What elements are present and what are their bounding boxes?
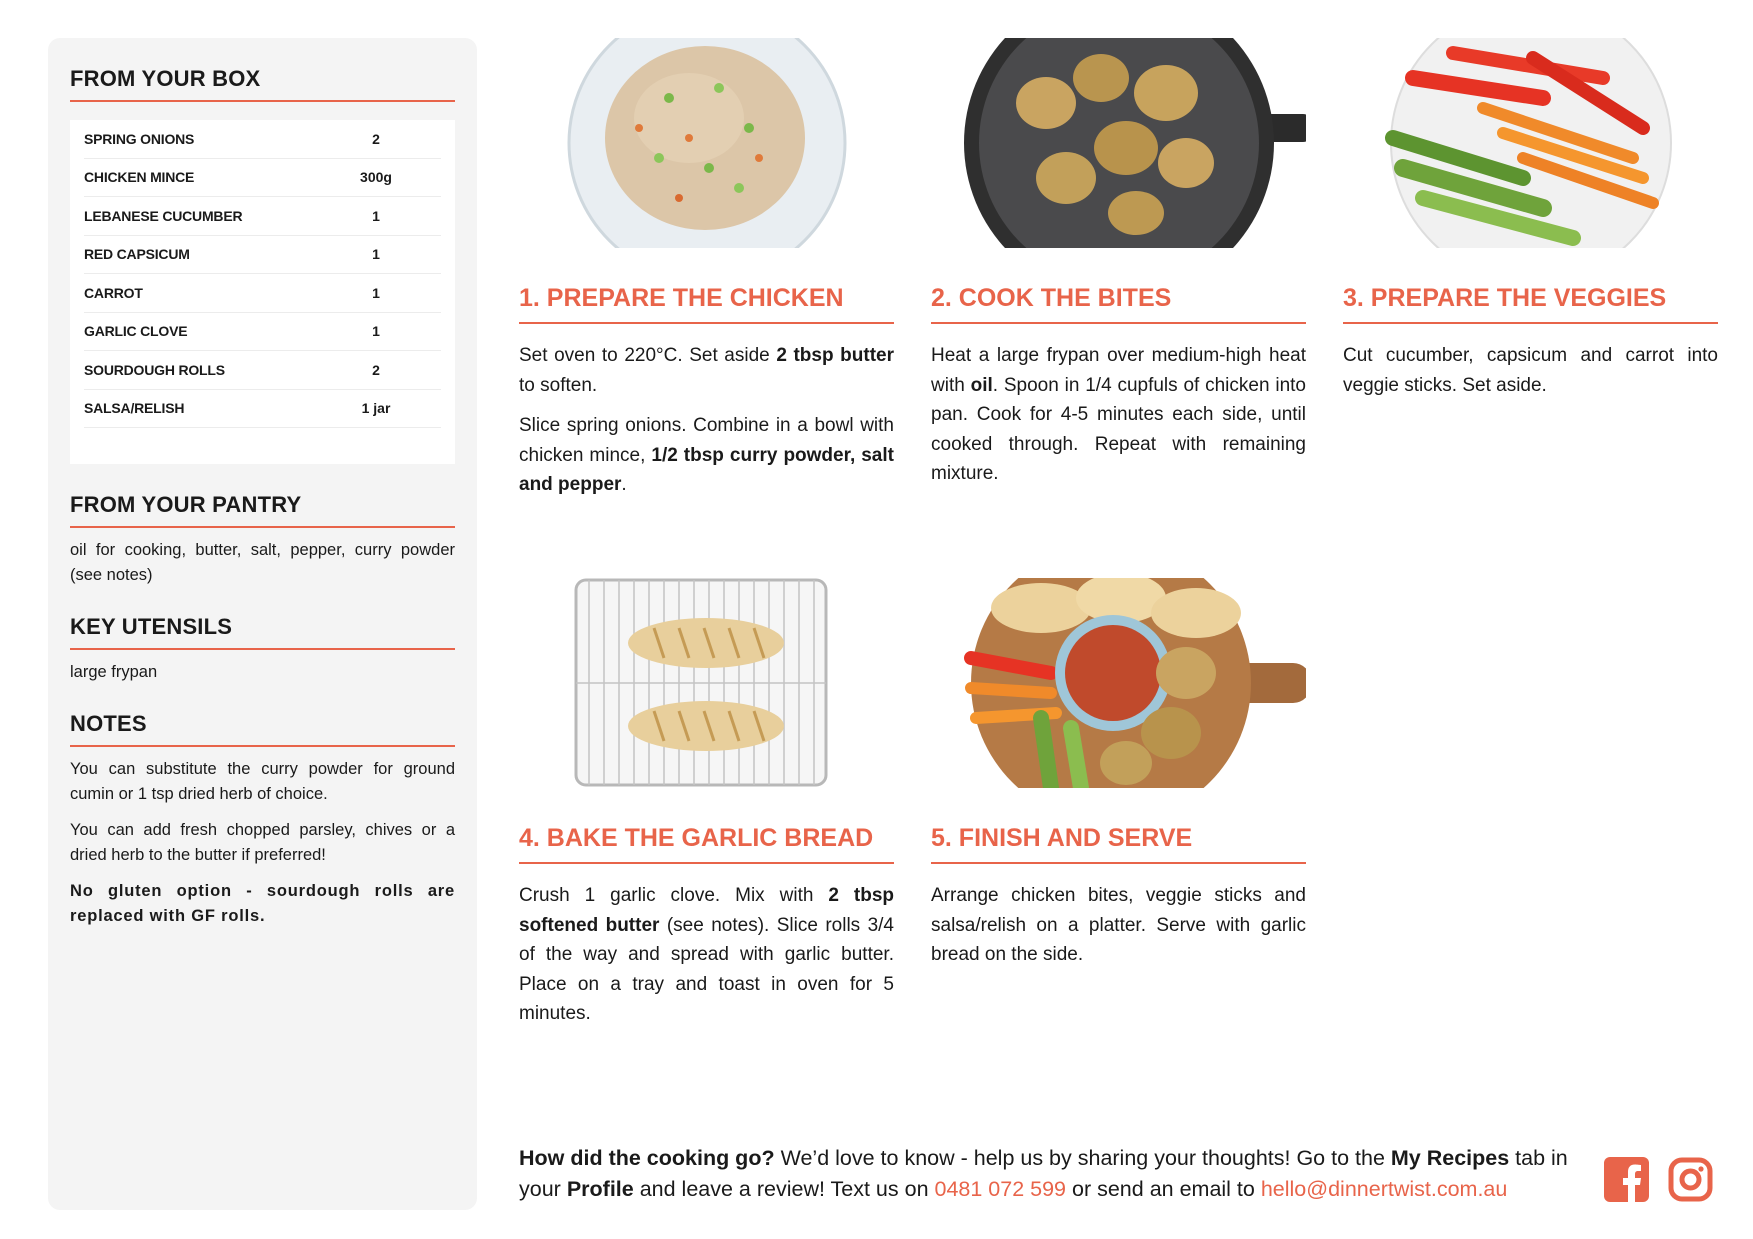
text-span: . — [621, 474, 627, 495]
step-3-body — [1343, 341, 1718, 400]
ingredient-name: RED CAPSICUM — [84, 246, 190, 263]
phone-link[interactable]: 0481 072 599 — [934, 1177, 1067, 1201]
step-4-title: 4. BAKE THE GARLIC BREAD — [519, 824, 894, 864]
step-1-image — [519, 38, 894, 248]
ingredient-qty: 1 — [372, 323, 380, 340]
step-1-para — [519, 341, 894, 400]
step-3-para: Cut cucumber, capsicum and carrot into veggie sticks. Set aside. — [1343, 345, 1718, 396]
facebook-icon[interactable] — [1604, 1157, 1649, 1202]
step-2-para — [931, 341, 1306, 489]
step-3-image — [1343, 38, 1718, 248]
text-span: Crush 1 garlic clove. Mix with — [519, 885, 829, 906]
ingredient-qty: 1 — [372, 284, 380, 301]
email-link[interactable]: hello@dinnertwist.com.au — [1260, 1177, 1508, 1201]
step-5-body — [931, 881, 1306, 970]
note-text — [70, 879, 455, 929]
step-5 — [931, 578, 1306, 970]
step-4-image — [519, 578, 894, 788]
text-span: We’d love to know - help us by sharing your thoughts! Go to the — [774, 1146, 1391, 1170]
step-5-image — [931, 578, 1306, 788]
step-2-title: 2. COOK THE BITES — [931, 284, 1306, 324]
ingredient-qty: 1 jar — [361, 400, 391, 417]
pantry-section — [70, 492, 455, 588]
step-1-title: 1. PREPARE THE CHICKEN — [519, 284, 894, 324]
note-text: You can substitute the curry powder for ground cumin or 1 tsp dried herb of choice. — [70, 760, 455, 803]
table-row — [84, 274, 441, 313]
step-2-image — [931, 38, 1306, 248]
table-row — [84, 159, 441, 198]
text-span: tab in your — [519, 1146, 1568, 1201]
text-span: and leave a review! Text us on — [633, 1177, 935, 1201]
pantry-text: oil for cooking, butter, salt, pepper, curry powder (see notes) — [70, 541, 455, 584]
text-span: to soften. — [519, 374, 598, 396]
notes-section — [70, 711, 455, 929]
my-recipes-link[interactable]: My Recipes — [1390, 1146, 1510, 1170]
bold-span: 2 tbsp softened butter — [519, 885, 895, 936]
utensils-text: large frypan — [70, 663, 158, 681]
table-row — [84, 120, 441, 159]
step-4-para — [519, 881, 894, 1029]
text-span: Slice spring onions. Combine in a bowl with chicken mince, — [519, 415, 894, 466]
bold-span: oil — [970, 374, 993, 396]
step-3 — [1343, 38, 1718, 400]
instagram-icon[interactable] — [1668, 1157, 1713, 1202]
step-3-title: 3. PREPARE THE VEGGIES — [1343, 284, 1718, 324]
step-5-para: Arrange chicken bites, veggie sticks and salsa/relish on a platter. Serve with garlic bread on the side. — [931, 885, 1306, 965]
notes-heading: NOTES — [70, 711, 455, 747]
feedback-footer — [519, 1143, 1579, 1205]
ingredient-name: SALSA/RELISH — [84, 400, 185, 417]
ingredient-qty: 2 — [372, 130, 380, 147]
text-span: . Spoon in 1/4 cupfuls of chicken into pan. Cook for 4-5 minutes each side, until cooked through. Repeat with remaining mixture. — [931, 374, 1306, 484]
footer-question: How did the cooking go? — [519, 1146, 775, 1170]
ingredient-name: SOURDOUGH ROLLS — [84, 361, 225, 378]
step-2-body — [931, 341, 1306, 489]
step-1-para — [519, 411, 894, 500]
ingredient-name: GARLIC CLOVE — [84, 323, 188, 340]
step-2 — [931, 38, 1306, 489]
table-row — [84, 236, 441, 275]
box-ingredients-table — [70, 120, 455, 464]
bold-span: 1/2 tbsp curry powder, salt and pepper — [519, 444, 894, 495]
step-1-body — [519, 341, 894, 500]
ingredient-name: CARROT — [84, 284, 143, 301]
step-1 — [519, 38, 894, 500]
from-your-box-heading: FROM YOUR BOX — [70, 66, 455, 102]
ingredient-qty: 1 — [372, 246, 380, 263]
table-row — [84, 390, 441, 429]
text-span: or send an email to — [1066, 1177, 1261, 1201]
table-row — [84, 351, 441, 390]
bold-span: 2 tbsp butter — [776, 345, 894, 366]
from-your-pantry-heading: FROM YOUR PANTRY — [70, 492, 455, 528]
utensils-section — [70, 614, 455, 685]
note-text: You can add fresh chopped parsley, chives or a dried herb to the butter if preferred! — [70, 821, 455, 864]
ingredient-qty: 1 — [372, 207, 380, 224]
step-5-title: 5. FINISH AND SERVE — [931, 824, 1306, 864]
note-bold: No gluten option - sourdough rolls are replaced with GF rolls. — [70, 882, 455, 925]
ingredients-sidebar — [48, 38, 477, 1210]
text-span: Set oven to 220°C. Set aside — [519, 345, 777, 366]
profile-link[interactable]: Profile — [566, 1177, 634, 1201]
ingredient-qty: 2 — [372, 361, 380, 378]
ingredient-qty: 300g — [360, 169, 392, 186]
table-row — [84, 313, 441, 352]
step-4-body — [519, 881, 894, 1029]
step-4 — [519, 578, 894, 1029]
text-span: (see notes). Slice rolls 3/4 of the way and spread with garlic butter. Place on a tray and toast in oven for 5 minutes. — [519, 914, 894, 1024]
key-utensils-heading: KEY UTENSILS — [70, 614, 455, 650]
table-row — [84, 197, 441, 236]
ingredient-name: CHICKEN MINCE — [84, 169, 195, 186]
ingredient-name: SPRING ONIONS — [84, 130, 195, 147]
text-span: Heat a large frypan over medium-high heat with — [931, 345, 1306, 396]
ingredient-name: LEBANESE CUCUMBER — [84, 207, 243, 224]
